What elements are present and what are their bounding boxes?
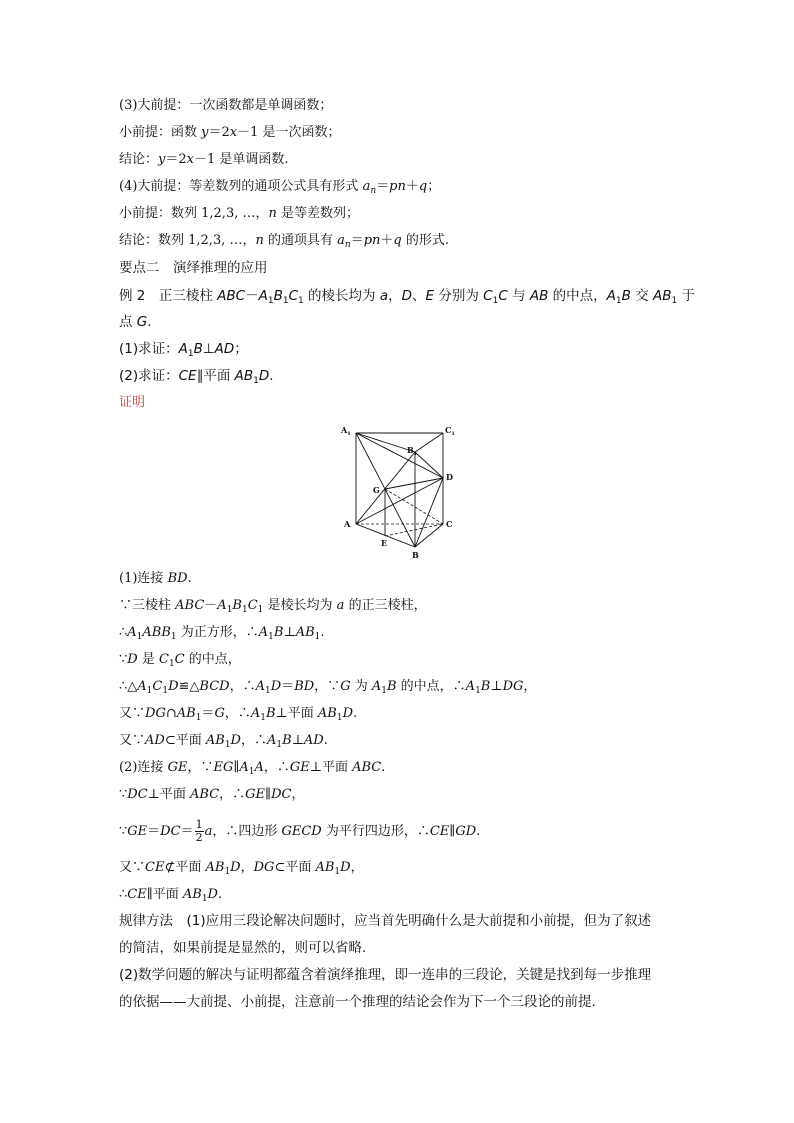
example-line-2: 点 G. (119, 314, 152, 330)
section-heading: 要点二 演绎推理的应用 (119, 260, 268, 276)
label-a1: $A_1$ (341, 425, 351, 437)
proof-line-6: 又$\because DG\cap AB_1=G$，$\therefore A_1B\perp$平面 $AB_1D$. (119, 706, 358, 723)
method-line-4: 的依据——大前提、小前提，注意前一个推理的结论会作为下一个三段论的前提. (119, 994, 596, 1010)
proof-line-2: ∵三棱柱 $ABC-A_1B_1C_1$ 是棱长均为 a 的正三棱柱， (119, 598, 427, 615)
proof-line-7: 又∵AD⊂平面 $AB_1D$，$\therefore A_1B\perp AD$. (119, 733, 328, 750)
label-g: G (373, 485, 380, 495)
seg-b1d (415, 452, 443, 478)
edge-b1c1 (415, 433, 443, 452)
prism-figure (338, 421, 463, 563)
text-line-6: 结论：数列 1,2,3, …，n 的通项具有 $a_n=pn+q$ 的形式. (119, 233, 450, 250)
proof-label: 证明 (119, 395, 146, 410)
text-line-1: (3)大前提：一次函数都是单调函数； (119, 98, 333, 113)
method-line-3: (2)数学问题的解决与证明都蕴含着演绎推理，即一连串的三段论，关键是找到每一步推理 (119, 967, 652, 983)
proof-line-11: 又∵CE⊄平面 $AB_1D$，DG⊂平面 $AB_1D$， (119, 860, 364, 877)
seg-gd (385, 478, 443, 489)
proof-line-5: $\therefore\triangle A_1C_1D≌\triangle BCD$，$\therefore A_1D=BD$，∵G 为 $A_1B$ 的中点，$\therefore A_1B\perp DG$， (119, 679, 537, 696)
text-line-2: 小前提：函数 y＝2x－1 是一次函数； (119, 125, 341, 140)
diag-ab1 (356, 452, 415, 524)
proof-line-10: ∵GE＝DC＝ $\frac{1}{2}$ a，∴四边形 GECD 为平行四边形，∴CE∥GD. (119, 818, 481, 844)
method-line-1: 规律方法 (1)应用三段论解决问题时，应当首先明确什么是大前提和小前提，但为了叙述 (119, 913, 652, 929)
question-2: (2)求证：CE∥平面 $AB_1D$. (119, 368, 274, 386)
label-e: E (381, 538, 388, 548)
label-d: D (446, 472, 453, 482)
proof-line-3: $\therefore A_1ABB_1$ 为正方形，$\therefore A_1B\perp AB_1$. (119, 625, 325, 642)
proof-line-9: ∵DC⊥平面 ABC，∴GE∥DC， (119, 787, 305, 802)
proof-line-8: (2)连接 GE，$\because EG\parallel A_1A$，∴GE⊥平面 ABC. (119, 760, 386, 777)
seg-ec-hidden (385, 524, 443, 536)
proof-line-12: ∴CE∥平面 $AB_1D$. (119, 887, 223, 904)
label-c1: $C_1$ (445, 425, 455, 437)
text-line-4: (4)大前提：等差数列的通项公式具有形式 $a_n=pn+q$； (119, 179, 441, 196)
method-line-2: 的简洁，如果前提是显然的，则可以省略. (119, 940, 367, 956)
label-c: C (446, 519, 453, 529)
question-1: (1)求证：$A_1B\perp AD$； (119, 341, 248, 359)
text-line-5: 小前提：数列 1,2,3, …，n 是等差数列； (119, 206, 359, 221)
label-a: A (344, 519, 351, 529)
text-line-3: 结论：y＝2x－1 是单调函数. (119, 152, 289, 167)
label-b1: $B_1$ (407, 445, 418, 457)
proof-line-1: (1)连接 BD. (119, 571, 192, 586)
proof-line-4: ∵D 是 $C_1C$ 的中点， (119, 652, 241, 669)
label-b: B (412, 550, 419, 560)
fraction-one-half: $\frac{1}{2}$ (195, 818, 203, 844)
example-line-1: 例 2 正三棱柱 $ABC-A_1B_1C_1$ 的棱长均为 a，D、E 分别为 $C_1C$ 与 AB 的中点，$A_1B$ 交 $AB_1$ 于 (119, 288, 696, 306)
seg-bd (415, 478, 443, 547)
